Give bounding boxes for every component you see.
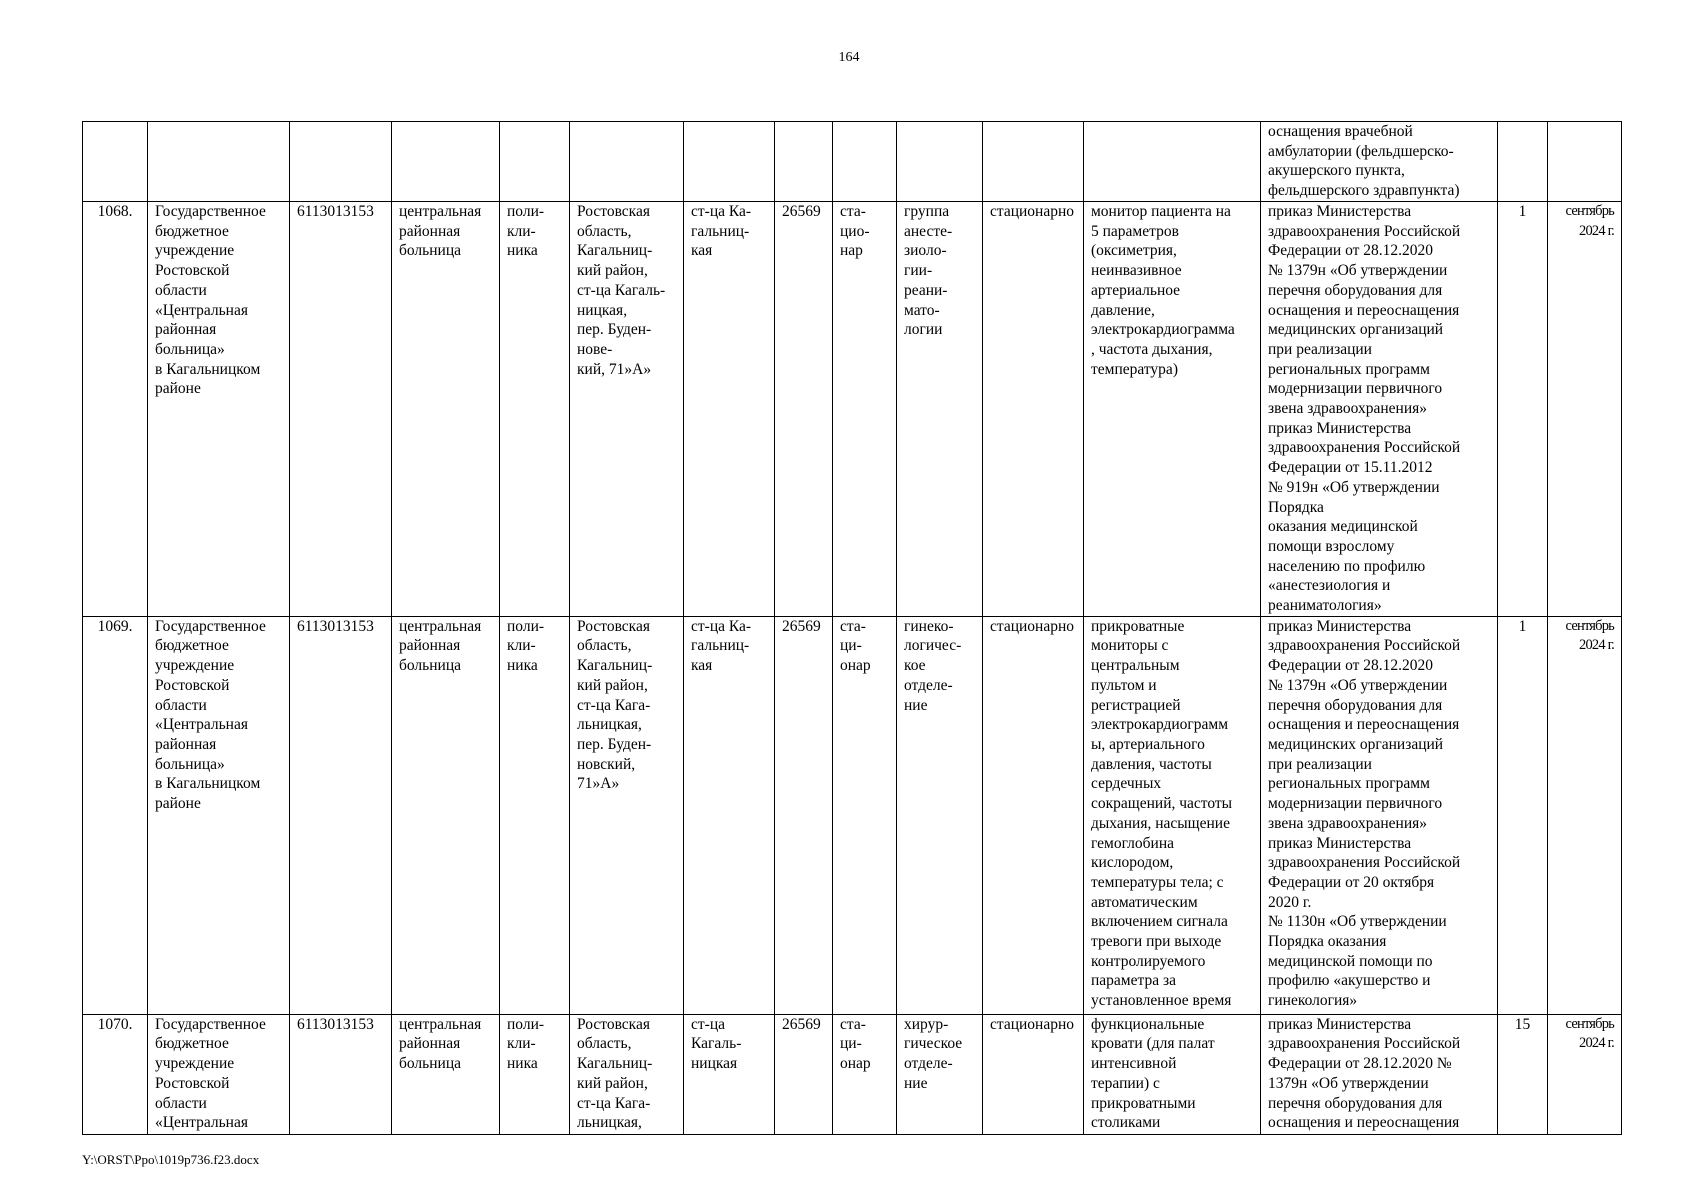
code-cell: 26569 <box>775 616 833 1014</box>
table-row <box>83 616 1622 1014</box>
basis-cell: приказ Министерства здравоохранения Российской Федерации от 28.12.2020 № 1379н «Об утверждении перечня оборудования для оснащения и переоснащения медицинских организаций при реализации региональных программ модернизации первичного звена здравоохранения» приказ Министерства здравоохранения Российской Федерации от 15.11.2012 № 919н «Об утверждении Порядка оказания медицинской помощи взрослому населению по профилю «анестезиология и реаниматология» <box>1261 202 1498 617</box>
table-row <box>83 202 1622 617</box>
department-cell: хирур- гическое отделе- ние <box>897 1014 983 1134</box>
basis-cell: приказ Министерства здравоохранения Российской Федерации от 28.12.2020 № 1379н «Об утверждении перечня оборудования для оснащения и переоснащения медицинских организаций при реализации региональных программ модернизации первичного звена здравоохранения» приказ Министерства здравоохранения Российской Федерации от 20 октября 2020 г. № 1130н «Об утверждении Порядка оказания медицинской помощи по профилю «акушерство и гинекология» <box>1261 616 1498 1014</box>
quantity-cell: 1 <box>1498 202 1548 617</box>
address-cell: Ростовская область, Кагальниц- кий район, ст-ца Кага- льницкая, пер. Буден- новский, 71»А» <box>570 616 684 1014</box>
facility-cell: ста- ци- онар <box>833 616 897 1014</box>
inn-cell: 6113013153 <box>290 616 392 1014</box>
unit-cell: поли- кли- ника <box>500 202 570 617</box>
date-cell: сентябрь 2024 г. <box>1548 616 1622 1014</box>
quantity-cell: 1 <box>1498 616 1548 1014</box>
care-mode-cell: стационарно <box>983 1014 1084 1134</box>
facility-cell: ста- ци- онар <box>833 1014 897 1134</box>
settlement-cell: ст-ца Ка- гальниц- кая <box>684 616 775 1014</box>
continuation-row <box>83 122 1622 202</box>
address-cell: Ростовская область, Кагальниц- кий район, ст-ца Кага- льницкая, <box>570 1014 684 1134</box>
organization-cell: Государственное бюджетное учреждение Ростовской области «Центральная районная больница» в Кагальницком районе <box>148 616 290 1014</box>
institution-type-cell: центральная районная больница <box>392 202 500 617</box>
row-number-cell: 1070. <box>83 1014 148 1134</box>
basis-cell: приказ Министерства здравоохранения Российской Федерации от 28.12.2020 № 1379н «Об утверждении перечня оборудования для оснащения и переоснащения <box>1261 1014 1498 1134</box>
equipment-register-table <box>82 121 1622 1135</box>
row-number-cell: 1068. <box>83 202 148 617</box>
organization-cell: Государственное бюджетное учреждение Ростовской области «Центральная районная больница» в Кагальницком районе <box>148 202 290 617</box>
unit-cell: поли- кли- ника <box>500 616 570 1014</box>
department-cell: группа анесте- зиоло- гии- реани- мато- логии <box>897 202 983 617</box>
equipment-cell: функциональные кровати (для палат интенсивной терапии) с прикроватными столиками <box>1084 1014 1261 1134</box>
equipment-cell: прикроватные мониторы с центральным пультом и регистрацией электрокардиограмм ы, артериального давления, частоты сердечных сокращений, частоты дыхания, насыщение гемоглобина кислородом, температуры тела; с автоматическим включением сигнала тревоги при выходе контролируемого параметра за установленное время <box>1084 616 1261 1014</box>
care-mode-cell: стационарно <box>983 202 1084 617</box>
care-mode-cell: стационарно <box>983 616 1084 1014</box>
facility-cell: ста- цио- нар <box>833 202 897 617</box>
organization-cell: Государственное бюджетное учреждение Ростовской области «Центральная <box>148 1014 290 1134</box>
settlement-cell: ст-ца Кагаль- ницкая <box>684 1014 775 1134</box>
table-row <box>83 1014 1622 1134</box>
date-cell: сентябрь 2024 г. <box>1548 202 1622 617</box>
institution-type-cell: центральная районная больница <box>392 616 500 1014</box>
unit-cell: поли- кли- ника <box>500 1014 570 1134</box>
address-cell: Ростовская область, Кагальниц- кий район, ст-ца Кагаль- ницкая, пер. Буден- нове- кий, 71»А» <box>570 202 684 617</box>
institution-type-cell: центральная районная больница <box>392 1014 500 1134</box>
date-cell: сентябрь 2024 г. <box>1548 1014 1622 1134</box>
inn-cell: 6113013153 <box>290 1014 392 1134</box>
page-number: 164 <box>838 50 860 65</box>
inn-cell: 6113013153 <box>290 202 392 617</box>
quantity-cell: 15 <box>1498 1014 1548 1134</box>
row-number-cell: 1069. <box>83 616 148 1014</box>
code-cell: 26569 <box>775 1014 833 1134</box>
department-cell: гинеко- логичес- кое отделе- ние <box>897 616 983 1014</box>
settlement-cell: ст-ца Ка- гальниц- кая <box>684 202 775 617</box>
basis-cell: оснащения врачебной амбулатории (фельдшерско- акушерского пункта, фельдшерского здравпункта) <box>1261 122 1498 202</box>
footer-file-path: Y:\ORST\Ppo\1019p736.f23.docx <box>82 1152 260 1167</box>
equipment-cell: монитор пациента на 5 параметров (оксиметрия, неинвазивное артериальное давление, электрокардиограмма , частота дыхания, температура) <box>1084 202 1261 617</box>
code-cell: 26569 <box>775 202 833 617</box>
